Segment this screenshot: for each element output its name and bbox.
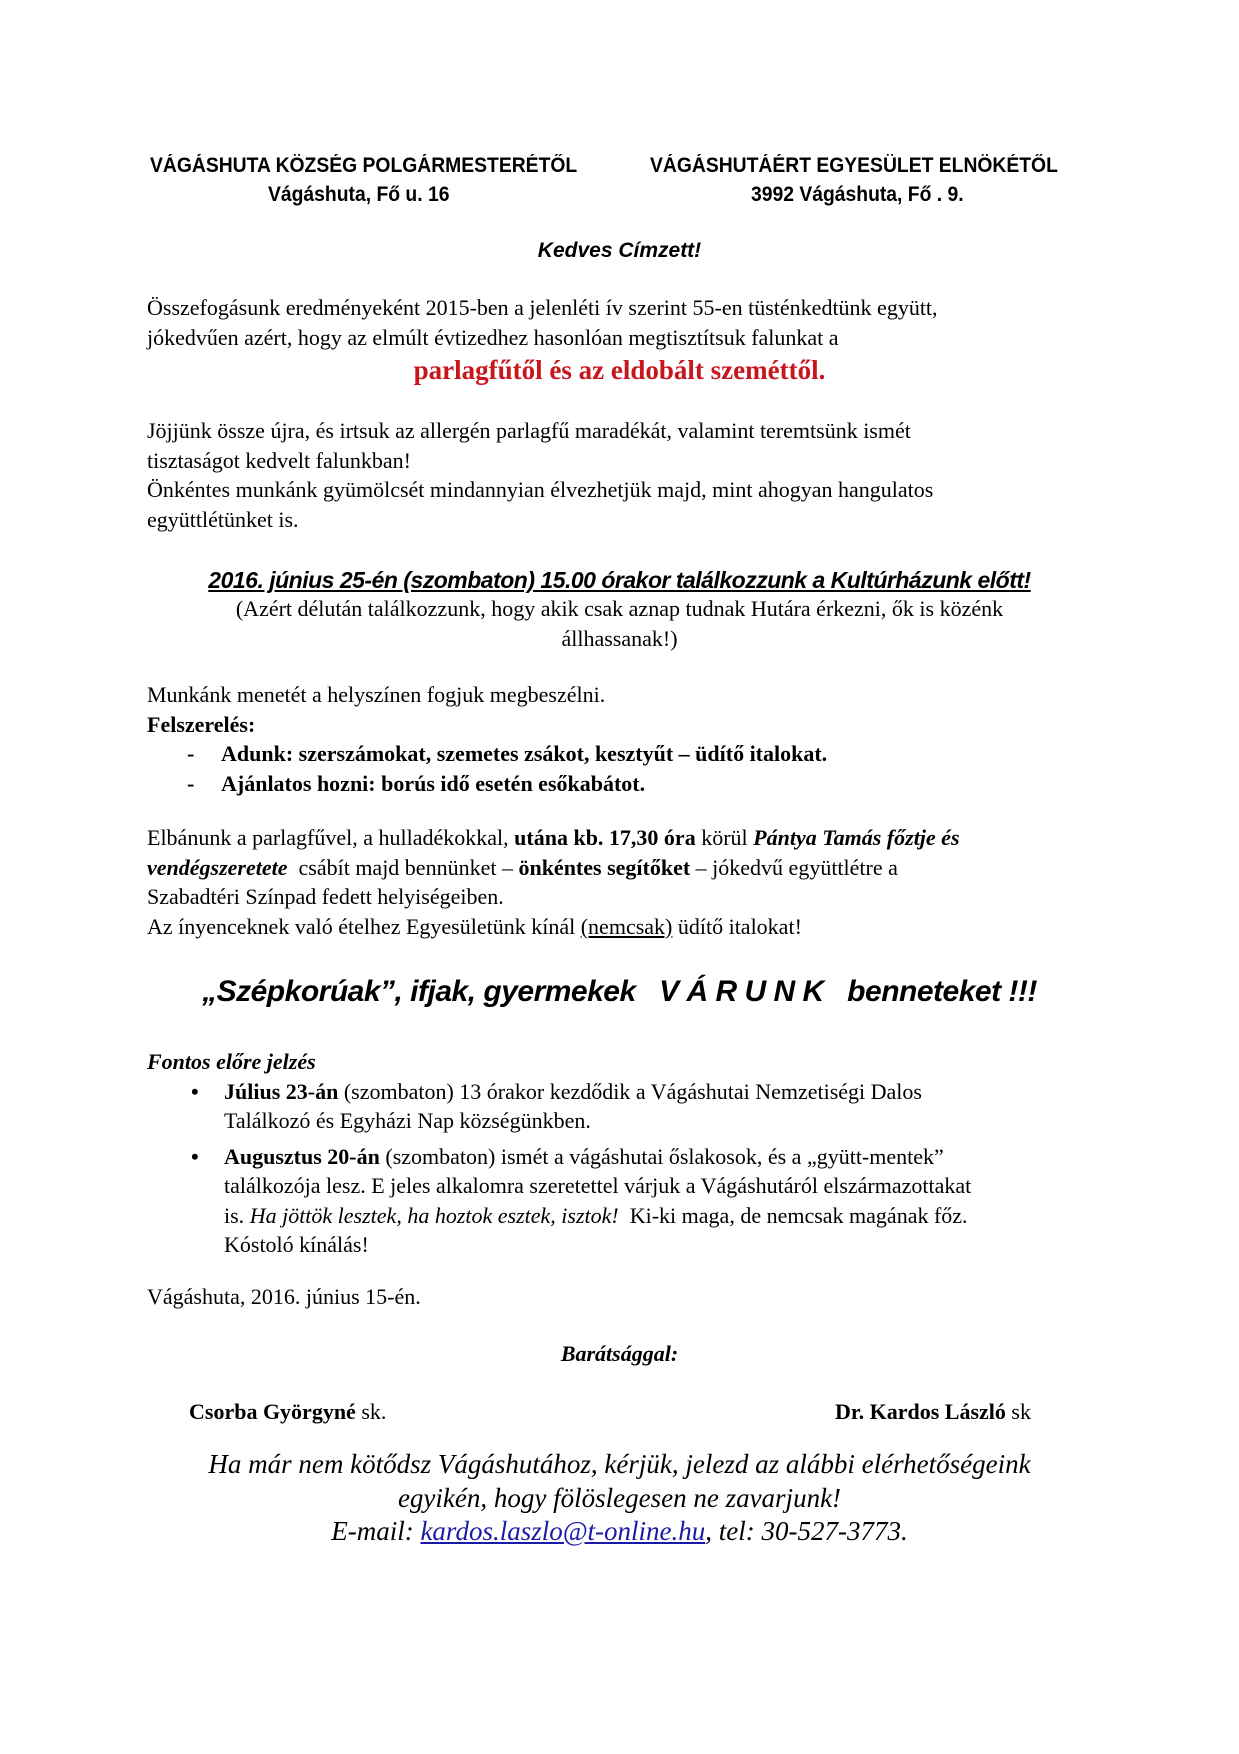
notice-item: • Július 23-án (szombaton) 13 órakor kezdődik a Vágáshutai Nemzetiségi Dalos Találkozó és Egyházi Nap községünkben. [191,1078,922,1133]
footer-notice [0,1448,1239,1549]
signature-right: Dr. Kardos László sk [835,1399,1031,1424]
afterwork-line-3: Szabadtéri Színpad fedett helyiségeiben. [147,884,504,909]
equipment-item: - Adunk: szerszámokat, szemetes zsákot, kesztyűt – üdítő italokat. [187,741,828,766]
equipment-title: Felszerelés: [147,711,256,737]
notice-title: Fontos előre jelzés [147,1049,316,1074]
intro-line-1: Összefogásunk eredményeként 2015-ben a jelenléti ív szerint 55-en tüsténkedtünk együtt, [147,295,938,320]
notice-section [147,1047,1107,1266]
closing: Barátsággal: [560,1341,679,1366]
signature-left: Csorba Györgyné sk. [189,1399,387,1424]
slogan: „Szépkorúak”, ifjak, gyermekek V Á R U N K benneteket !!! [202,975,1037,1008]
equipment-item: - Ajánlatos hozni: borús idő esetén esőkabátot. [187,770,646,796]
meeting-note [0,594,1239,653]
afterwork-line-4: Az ínyenceknek való ételhez Egyesületünk kínál (nemcsak) üdítő italokat! [147,913,802,939]
notice-item: • Augusztus 20-án (szombaton) ismét a vágáshutai őslakosok, és a „gyütt-mentek” találkozója lesz. E jeles alkalomra szeretettel várjuk a Vágáshutáról elszármazottakat is. Ha jöttök lesztek, ha hoztok esztek, isztok! Ki-ki maga, de nemcsak magának főz. Kóstoló kínálás! [191,1143,972,1257]
intro-paragraph [147,293,1107,352]
header-left-address: Vágáshuta, Fő u. 16 [268,183,450,206]
meeting-headline: 2016. június 25-én (szombaton) 15.00 órakor találkozzunk a Kultúrházunk előtt! [208,567,1031,593]
footer-contact: E-mail: kardos.laszlo@t-online.hu, tel: 30-527-3773. [331,1516,908,1546]
invitation-line-4: együttlétünket is. [147,506,299,532]
intro-line-2: jókedvűen azért, hogy az elmúlt évtizedhez hasonlóan megtisztítsuk falunkat a [147,324,839,350]
email-link[interactable]: kardos.laszlo@t-online.hu [420,1516,706,1546]
date-line: Vágáshuta, 2016. június 15-én. [147,1284,421,1309]
bullet-icon: • [191,1143,199,1169]
header-left-title: VÁGÁSHUTA KÖZSÉG POLGÁRMESTERÉTŐL [150,154,578,177]
footer-line-1: Ha már nem kötődsz Vágáshutához, kérjük, jelezd az alábbi elérhetőségeink [208,1449,1031,1479]
afterwork-paragraph [147,823,1107,941]
equipment-section [147,680,1107,798]
afterwork-line-2: vendégszeretete csábít majd bennünket – önkéntes segítőket – jókedvű együttlétre a [147,854,898,880]
bullet-icon: • [191,1078,199,1104]
invitation-line-3: Önkéntes munkánk gyümölcsét mindannyian élvezhetjük majd, mint ahogyan hangulatos [147,477,934,502]
header-right-address: 3992 Vágáshuta, Fő . 9. [751,183,964,206]
notice-list [147,1077,1107,1260]
header-right-title: VÁGÁSHUTÁÉRT EGYESÜLET ELNÖKÉTŐL [650,154,1058,177]
afterwork-line-1: Elbánunk a parlagfűvel, a hulladékokkal, utána kb. 17,30 óra körül Pántya Tamás főztje és [147,825,960,850]
equipment-list [147,739,1107,798]
invitation-paragraph [147,416,1107,534]
intro-highlight: parlagfűtől és az eldobált szeméttől. [413,355,826,385]
meeting-note-line-2: állhassanak!) [561,625,678,651]
salutation: Kedves Címzett! [537,239,702,262]
meeting-note-line-1: (Azért délután találkozzunk, hogy akik csak aznap tudnak Hutára érkezni, ők is közénk [235,596,1004,621]
invitation-line-1: Jöjjünk össze újra, és irtsuk az allergén parlagfű maradékát, valamint teremtsünk ismét [147,418,911,443]
footer-line-2: egyikén, hogy fölöslegesen ne zavarjunk! [397,1482,842,1513]
equipment-intro: Munkánk menetét a helyszínen fogjuk megbeszélni. [147,682,606,707]
invitation-line-2: tisztaságot kedvelt falunkban! [147,447,411,473]
